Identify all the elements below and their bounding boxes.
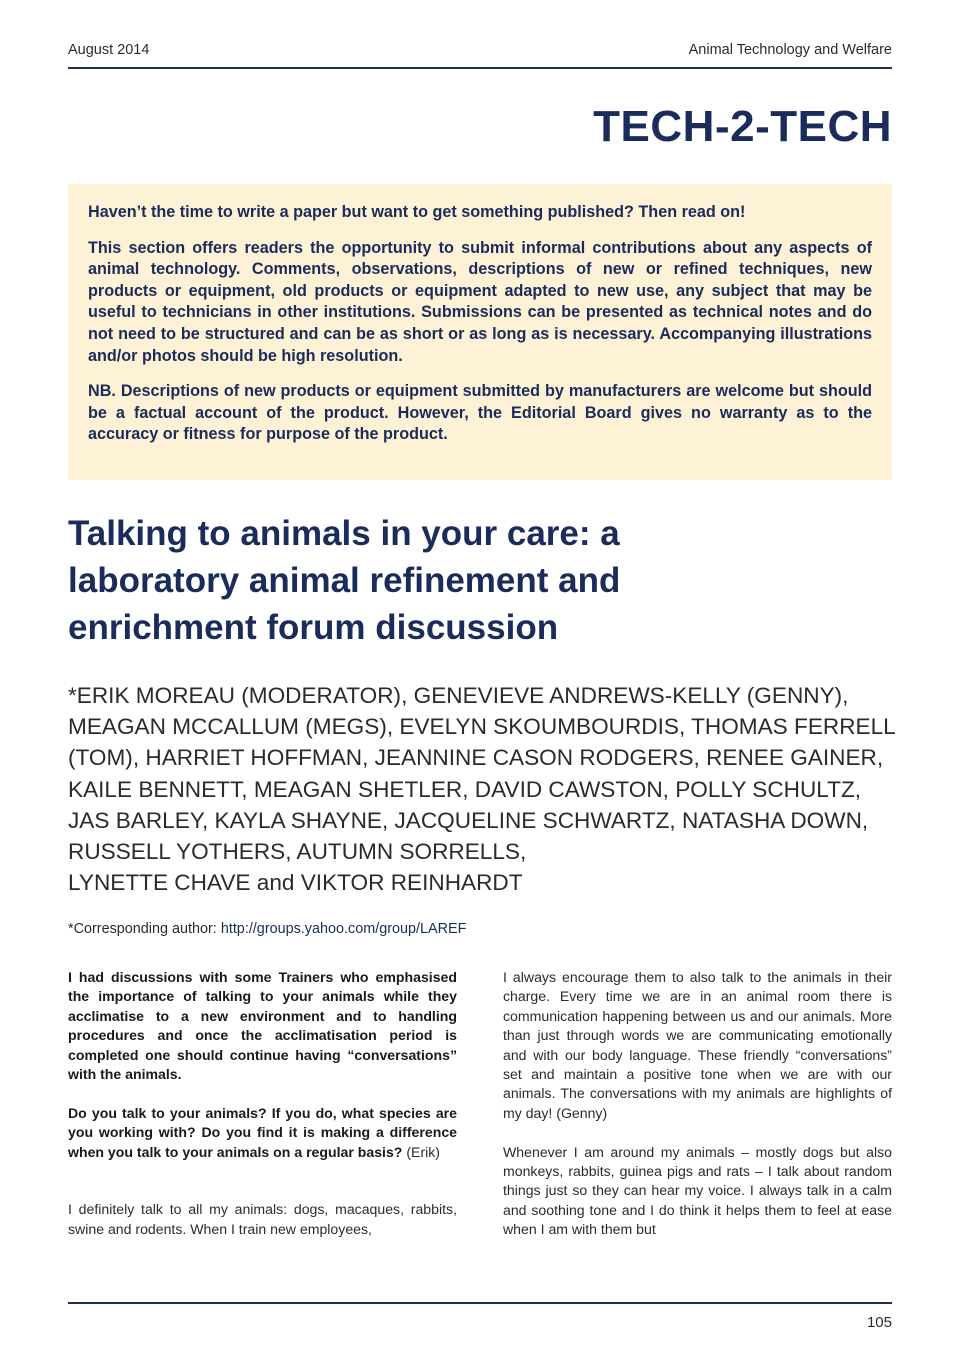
callout-intro: Haven’t the time to write a paper but want to get something published? Then read on! <box>88 203 746 221</box>
corr-label: *Corresponding author: <box>68 921 217 937</box>
response-genny-cont: I always encourage them to also talk to the animals in their charge. Every time we are in an animal room there is communication happening between us and our animals. More than just through words we are communicating emotionally and with our body language. These friendly “conversations” set and maintain a positive tone when we are with our animals. The conversations with my animals are highlights of my day! (Genny) <box>503 969 892 1121</box>
question-text: Do you talk to your animals? If you do, what species are you working with? Do you find it is making a difference when you talk to your animals on a regular basis? <box>68 1104 457 1160</box>
section-title: TECH-2-TECH <box>593 102 892 151</box>
response-next: Whenever I am around my animals – mostly dogs but also monkeys, rabbits, guinea pigs and rats – I talk about random things just so they can hear my voice. I always talk in a calm and soothing tone and I do think it helps them to feel at ease when I am with them but <box>503 1143 892 1238</box>
running-header <box>68 42 892 66</box>
authors-and: and <box>256 870 295 896</box>
body-intro: I had discussions with some Trainers who emphasised the importance of talking to your animals while they acclimatise to a new environment and to handling procedures and once the acclimatisation period is completed one should continue having “conversations” with the animals. <box>68 969 457 1083</box>
page-number: 105 <box>866 1314 892 1331</box>
footer-rule <box>68 1302 892 1304</box>
body-column-right <box>503 968 892 1259</box>
author-list <box>68 680 898 898</box>
question-attribution: (Erik) <box>406 1143 441 1160</box>
body-column-left <box>68 968 457 1259</box>
journal-name: Animal Technology and Welfare <box>688 42 892 58</box>
authors-main: *ERIK MOREAU (MODERATOR), GENEVIEVE ANDREWS-KELLY (GENNY), MEAGAN MCCALLUM (MEGS), EVELYN SKOUMBOURDIS, THOMAS FERRELL (TOM), HARRIET HOFFMAN, JEANNINE CASON RODGERS, RENEE GAINER, KAILE BENNETT, MEAGAN SHETLER, DAVID CAWSTON, POLLY SCHULTZ, JAS BARLEY, KAYLA SHAYNE, JACQUELINE SCHWARTZ, NATASHA DOWN, RUSSELL YOTHERS, AUTUMN SORRELLS, <box>68 683 895 865</box>
callout-disclaimer: NB. Descriptions of new products or equipment submitted by manufacturers are welcome but should be a factual account of the product. However, the Editorial Board gives no warranty as to the accuracy or fitness for purpose of the product. <box>88 382 872 444</box>
issue-date: August 2014 <box>68 42 150 58</box>
question-paragraph <box>68 1104 457 1162</box>
corresponding-author <box>68 921 466 937</box>
response-genny-start: I definitely talk to all my animals: dogs, macaques, rabbits, swine and rodents. When I train new employees, <box>68 1201 457 1237</box>
corr-link[interactable]: http://groups.yahoo.com/group/LAREF <box>220 921 467 937</box>
article-title: Talking to animals in your care: a laboratory animal refinement and enrichment forum discussion <box>68 514 621 647</box>
callout-description: This section offers readers the opportunity to submit informal contributions about any aspects of animal technology. Comments, observations, descriptions of new or refined techniques, new products or equipment, old products or equipment adapted to new use, any subject that may be useful to technicians in other institutions. Submissions can be presented as technical notes and do not need to be structured and can be as short or as long as is necessary. Accompanying illustrations and/or photos should be high resolution. <box>88 238 872 365</box>
submission-callout <box>68 184 892 480</box>
header-rule <box>68 67 892 69</box>
authors-last-b: VIKTOR REINHARDT <box>300 870 523 896</box>
authors-last-a: LYNETTE CHAVE <box>68 870 251 896</box>
